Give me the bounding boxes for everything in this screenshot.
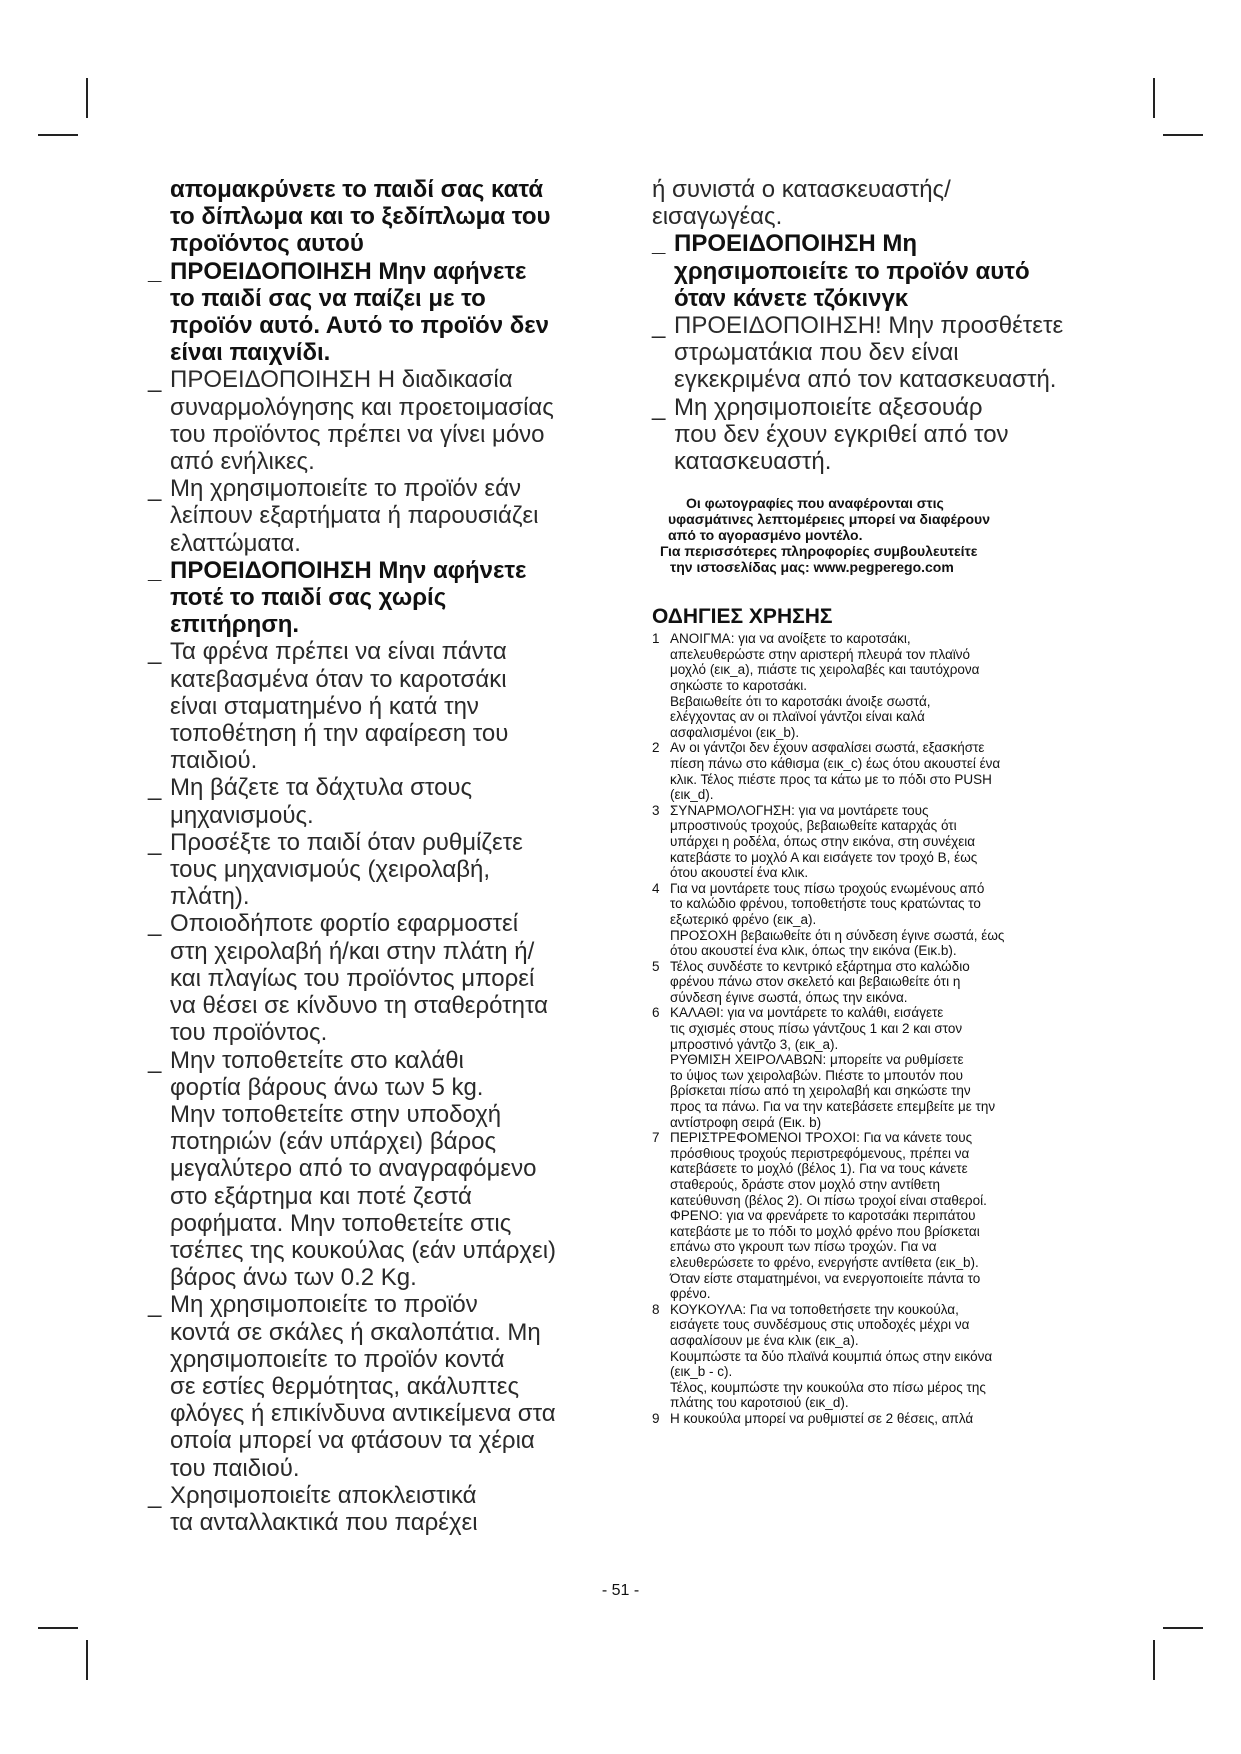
step-number: 1 xyxy=(652,631,660,647)
bullet-item xyxy=(652,312,1112,394)
text-line: να θέσει σε κίνδυνο τη σταθερότητα xyxy=(170,992,548,1020)
right-column xyxy=(652,176,1112,1427)
text-line: ότου ακουστεί ένα κλικ. xyxy=(670,865,809,881)
text-line: κατεβάστε το μοχλό Α και εισάγετε τον τροχό Β, έως xyxy=(670,849,978,865)
text-line: βρίσκεται πίσω από τη χειρολαβή και σηκώστε την xyxy=(670,1083,971,1099)
text-line: ΠΡΟΣΟΧΗ βεβαιωθείτε ότι η σύνδεση έγινε σωστά, έως xyxy=(670,927,1005,943)
bullet-item xyxy=(148,829,603,911)
instruction-step xyxy=(652,803,1112,881)
bullet-dash: _ xyxy=(148,828,162,856)
text-line: ΚΑΛΑΘΙ: για να μοντάρετε το καλάθι, εισάγετε xyxy=(670,1005,944,1021)
text-line: Χρησιμοποιείτε αποκλειστικά xyxy=(170,1481,477,1509)
text-line: παιδιού. xyxy=(170,747,258,775)
bullet-dash: _ xyxy=(148,1291,162,1319)
instruction-step xyxy=(652,881,1112,959)
text-line: μπροστινούς τροχούς, βεβαιωθείτε καταρχάς ότι xyxy=(670,818,957,834)
text-line: ΠΡΟΕΙΔΟΠΟΙΗΣΗ Η διαδικασία xyxy=(170,366,513,394)
photo-notice xyxy=(652,495,1112,575)
text-line: (εικ_b - c). xyxy=(670,1364,733,1380)
text-line: τοποθέτηση ή την αφαίρεση του xyxy=(170,720,509,748)
text-line: Όταν είστε σταματημένοι, να ενεργοποιείτε πάντα το xyxy=(670,1270,981,1286)
text-line: προϊόντος αυτού xyxy=(170,230,364,258)
text-line: ότου ακουστεί ένα κλικ, όπως την εικόνα (Εικ.b). xyxy=(670,943,957,959)
text-line: συναρμολόγησης και προετοιμασίας xyxy=(170,393,554,421)
text-line: είναι παιχνίδι. xyxy=(170,339,331,367)
bullet-dash: _ xyxy=(148,556,162,584)
text-line: Προσέξτε το παιδί όταν ρυθμίζετε xyxy=(170,828,523,856)
instructions-list xyxy=(652,631,1112,1426)
text-line: βάρος άνω των 0.2 Kg. xyxy=(170,1264,417,1292)
text-line: λείπουν εξαρτήματα ή παρουσιάζει xyxy=(170,502,539,530)
text-line: (εικ_d). xyxy=(670,787,714,803)
step-number: 6 xyxy=(652,1005,660,1021)
text-line: Μην τοποθετείτε στο καλάθι xyxy=(170,1046,464,1074)
text-line: προς τα πάνω. Για να την κατεβάσετε επεμβείτε με την xyxy=(670,1099,996,1115)
bullet-dash: _ xyxy=(148,366,162,394)
crop-mark-bottom-right-h xyxy=(1163,1627,1203,1629)
bullet-item xyxy=(148,1291,603,1481)
text-line: ΣΥΝΑΡΜΟΛΟΓΗΣΗ: για να μοντάρετε τους xyxy=(670,802,929,818)
text-line: μεγαλύτερο από το αναγραφόμενο xyxy=(170,1155,537,1183)
text-line: φρένου πάνω στον σκελετό και βεβαιωθείτε ότι η xyxy=(670,974,961,990)
text-line: Μην τοποθετείτε στην υποδοχή xyxy=(170,1100,502,1128)
text-line: που δεν έχουν εγκριθεί από τον xyxy=(674,420,1009,448)
text-line: κατεβασμένα όταν το καροτσάκι xyxy=(170,665,507,693)
text-line: πρόσθιους τροχούς περιστρεφόμενους, πρέπει να xyxy=(670,1145,970,1161)
text-line: Βεβαιωθείτε ότι το καροτσάκι άνοιξε σωστά, xyxy=(670,693,931,709)
text-line: εισάγετε τους συνδέσμους στις υποδοχές μέχρι να xyxy=(670,1317,970,1333)
text-line: από ενήλικες. xyxy=(170,448,315,476)
text-line: όταν κάνετε τζόκινγκ xyxy=(674,284,909,312)
bullet-item xyxy=(148,910,603,1046)
text-line: στο εξάρτημα και ποτέ ζεστά xyxy=(170,1182,472,1210)
text-line: του παιδιού. xyxy=(170,1454,300,1482)
text-line: από το αγορασμένο μοντέλο. xyxy=(668,527,863,544)
text-line: μηχανισμούς. xyxy=(170,801,314,829)
text-line: τους μηχανισμούς (χειρολαβή, xyxy=(170,856,491,884)
intro-paragraph xyxy=(148,176,603,258)
text-line: ΑΝΟΙΓΜΑ: για να ανοίξετε το καροτσάκι, xyxy=(670,631,911,647)
crop-mark-top-right-v xyxy=(1153,78,1155,118)
instruction-step xyxy=(652,740,1112,802)
instruction-step xyxy=(652,959,1112,1006)
text-line: οποία μπορεί να φτάσουν τα χέρια xyxy=(170,1427,535,1455)
text-line: ελευθερώσετε το φρένο, ενεργήστε αντίθετα (εικ_b). xyxy=(670,1254,979,1270)
crop-mark-bottom-left-v xyxy=(86,1640,88,1680)
text-line: Αν οι γάντζοι δεν έχουν ασφαλίσει σωστά, εξασκήστε xyxy=(670,740,985,756)
text-line: κατεβάστε με το πόδι το μοχλό φρένο που βρίσκεται xyxy=(670,1223,980,1239)
text-line: ασφαλίσουν με ένα κλικ (εικ_a). xyxy=(670,1332,859,1348)
text-line: επιτήρηση. xyxy=(170,611,300,639)
bullet-dash: _ xyxy=(652,393,666,421)
crop-mark-bottom-left-h xyxy=(38,1627,78,1629)
step-number: 2 xyxy=(652,740,660,756)
warning-item xyxy=(652,230,1112,312)
page-number: - 51 - xyxy=(601,1582,640,1599)
text-line: κοντά σε σκάλες ή σκαλοπάτια. Μη xyxy=(170,1318,541,1346)
bullet-item xyxy=(148,1482,603,1536)
bullet-dash: _ xyxy=(148,910,162,938)
text-line: το καλώδιο φρένου, τοποθετήστε τους κρατώντας το xyxy=(670,896,981,912)
text-line: εισαγωγέας. xyxy=(652,203,783,231)
text-line: κατασκευαστή. xyxy=(674,448,832,476)
bullet-dash: _ xyxy=(652,312,666,340)
instructions-title: ΟΔΗΓΙΕΣ ΧΡΗΣΗΣ xyxy=(652,605,833,629)
text-line: χρησιμοποιείτε το προϊόν αυτό xyxy=(674,257,1030,285)
text-line: φρένο. xyxy=(670,1286,711,1302)
text-line: σηκώστε το καροτσάκι. xyxy=(670,678,807,694)
instruction-step xyxy=(652,1130,1112,1302)
instruction-step xyxy=(652,631,1112,740)
text-line: Για να μοντάρετε τους πίσω τροχούς ενωμένους από xyxy=(670,880,985,896)
text-line: κατεύθυνση (βέλος 2). Οι πίσω τροχοί είναι σταθεροί. xyxy=(670,1192,987,1208)
text-line: του προϊόντος πρέπει να γίνει μόνο xyxy=(170,420,545,448)
text-line: Για περισσότερες πληροφορίες συμβουλευτείτε xyxy=(660,543,978,560)
bullet-dash: _ xyxy=(148,257,162,285)
step-number: 4 xyxy=(652,880,660,896)
text-line: ΠΡΟΕΙΔΟΠΟΙΗΣΗ! Μην προσθέτετε xyxy=(674,312,1064,340)
left-column xyxy=(148,176,603,1536)
text-line: Τέλος, κουμπώστε την κουκούλα στο πίσω μέρος της xyxy=(670,1379,986,1395)
text-line: ΡΥΘΜΙΣΗ ΧΕΙΡΟΛΑΒΩΝ: μπορείτε να ρυθμίσετε xyxy=(670,1052,964,1068)
bullet-dash: _ xyxy=(148,638,162,666)
text-line: εξωτερικό φρένο (εικ_a). xyxy=(670,911,817,927)
text-line: απελευθερώστε στην αριστερή πλευρά τον πλαϊνό xyxy=(670,646,971,662)
text-line: σε εστίες θερμότητας, ακάλυπτες xyxy=(170,1372,520,1400)
bullet-dash: _ xyxy=(652,230,666,258)
text-line: Μη βάζετε τα δάχτυλα στους xyxy=(170,774,473,802)
text-line: ΠΡΟΕΙΔΟΠΟΙΗΣΗ Μη xyxy=(674,230,918,258)
crop-mark-bottom-right-v xyxy=(1153,1640,1155,1680)
crop-mark-top-left-v xyxy=(86,78,88,118)
text-line: Μη χρησιμοποιείτε το προϊόν xyxy=(170,1291,478,1319)
text-line: ΚΟΥΚΟΥΛΑ: Για να τοποθετήσετε την κουκούλα, xyxy=(670,1301,959,1317)
text-line: Μη χρησιμοποιείτε το προϊόν εάν xyxy=(170,475,521,503)
text-line: το δίπλωμα και το ξεδίπλωμα του xyxy=(170,203,551,231)
text-line: μπροστινό γάντζο 3, (εικ_a). xyxy=(670,1036,839,1052)
text-line: το ύψος των χειρολαβών. Πιέστε το μπουτόν που xyxy=(670,1067,964,1083)
text-line: Μη χρησιμοποιείτε αξεσουάρ xyxy=(674,393,983,421)
text-line: ΠΡΟΕΙΔΟΠΟΙΗΣΗ Μην αφήνετε xyxy=(170,257,527,285)
crop-mark-top-left-h xyxy=(38,134,78,136)
text-line: στρωματάκια που δεν είναι xyxy=(674,339,959,367)
text-line: τσέπες της κουκούλας (εάν υπάρχει) xyxy=(170,1236,557,1264)
text-line: υπάρχει η ροδέλα, όπως στην εικόνα, στη συνέχεια xyxy=(670,833,976,849)
warning-item xyxy=(148,258,603,367)
text-line: τα ανταλλακτικά που παρέχει xyxy=(170,1508,478,1536)
text-line: ασφαλισμένοι (εικ_b). xyxy=(670,724,800,740)
text-line: και πλαγίως του προϊόντος μπορεί xyxy=(170,964,535,992)
text-line: ΠΡΟΕΙΔΟΠΟΙΗΣΗ Μην αφήνετε xyxy=(170,556,527,584)
text-line: Η κουκούλα μπορεί να ρυθμιστεί σε 2 θέσεις, απλά xyxy=(670,1410,974,1426)
text-line: μοχλό (εικ_a), πιάστε τις χειρολαβές και ταυτόχρονα xyxy=(670,662,980,678)
text-line: προϊόν αυτό. Αυτό το προϊόν δεν xyxy=(170,312,549,340)
text-line: ΠΕΡΙΣΤΡΕΦΟΜΕΝΟΙ ΤΡΟΧΟΙ: Για να κάνετε τους xyxy=(670,1130,973,1146)
text-line: κλικ. Τέλος πιέστε προς τα κάτω με το πόδι στο PUSH xyxy=(670,771,992,787)
bullet-item xyxy=(148,366,603,475)
text-line: ελαττώματα. xyxy=(170,529,301,557)
bullet-item xyxy=(652,394,1112,476)
text-line: Οποιοδήποτε φορτίο εφαρμοστεί xyxy=(170,910,519,938)
warning-item xyxy=(148,557,603,639)
text-line: χρησιμοποιείτε το προϊόν κοντά xyxy=(170,1345,505,1373)
text-line: το παιδί σας να παίζει με το xyxy=(170,284,486,312)
bullet-item xyxy=(148,774,603,828)
text-line: απομακρύνετε το παιδί σας κατά xyxy=(170,176,544,203)
step-number: 8 xyxy=(652,1301,660,1317)
bullet-item xyxy=(148,475,603,557)
instruction-step xyxy=(652,1302,1112,1411)
text-line: φλόγες ή επικίνδυνα αντικείμενα στα xyxy=(170,1400,556,1428)
text-line: ποτηριών (εάν υπάρχει) βάρος xyxy=(170,1128,497,1156)
instruction-step xyxy=(652,1411,1112,1427)
text-line: πλάτης του καροτσιού (εικ_d). xyxy=(670,1395,849,1411)
text-line: εγκεκριμένα από τον κατασκευαστή. xyxy=(674,366,1057,394)
bullet-item xyxy=(148,638,603,774)
text-line: φορτία βάρους άνω των 5 kg. xyxy=(170,1073,484,1101)
bullet-dash: _ xyxy=(148,475,162,503)
text-line: Οι φωτογραφίες που αναφέρονται στις xyxy=(686,495,944,512)
text-line: πίεση πάνω στο κάθισμα (εικ_c) έως ότου ακουστεί ένα xyxy=(670,755,1001,771)
text-line: Τα φρένα πρέπει να είναι πάντα xyxy=(170,638,507,666)
text-line: επάνω στο γκρουπ των πίσω τροχών. Για να xyxy=(670,1239,937,1255)
text-line: Τέλος συνδέστε το κεντρικό εξάρτημα στο καλώδιο xyxy=(670,958,970,974)
text-line: υφασμάτινες λεπτομέρειες μπορεί να διαφέρουν xyxy=(668,511,990,528)
step-number: 7 xyxy=(652,1130,660,1146)
text-line: του προϊόντος. xyxy=(170,1019,328,1047)
text-line: σύνδεση έγινε σωστά, όπως την εικόνα. xyxy=(670,989,908,1005)
bullet-item xyxy=(148,1047,603,1292)
bullet-dash: _ xyxy=(148,1481,162,1509)
intro-paragraph xyxy=(652,176,1112,230)
bullet-dash: _ xyxy=(148,774,162,802)
text-line: ΦΡΕΝΟ: για να φρενάρετε το καροτσάκι περιπάτου xyxy=(670,1208,976,1224)
text-line: ελέγχοντας αν οι πλαϊνοί γάντζοι είναι καλά xyxy=(670,709,925,725)
text-line: σταθερούς, δράστε στον μοχλό στην αντίθετη xyxy=(670,1177,941,1193)
text-line: στη χειρολαβή ή/και στην πλάτη ή/ xyxy=(170,937,535,965)
text-line: την ιστοσελίδας μας: www.pegperego.com xyxy=(670,559,954,576)
crop-mark-top-right-h xyxy=(1163,134,1203,136)
text-line: ποτέ το παιδί σας χωρίς xyxy=(170,584,447,612)
text-line: ροφήματα. Μην τοποθετείτε στις xyxy=(170,1209,512,1237)
step-number: 3 xyxy=(652,802,660,818)
text-line: πλάτη). xyxy=(170,883,250,911)
text-line: Κουμπώστε τα δύο πλαϊνά κουμπιά όπως στην εικόνα xyxy=(670,1348,993,1364)
text-line: αντίστροφη σειρά (Εικ. b) xyxy=(670,1114,822,1130)
text-line: είναι σταματημένο ή κατά την xyxy=(170,692,479,720)
step-number: 5 xyxy=(652,958,660,974)
bullet-dash: _ xyxy=(148,1046,162,1074)
step-number: 9 xyxy=(652,1410,660,1426)
text-line: κατεβάσετε το μοχλό (βέλος 1). Για να τους κάνετε xyxy=(670,1161,968,1177)
text-line: τις σχισμές στους πίσω γάντζους 1 και 2 και στον xyxy=(670,1021,963,1037)
text-line: ή συνιστά ο κατασκευαστής/ xyxy=(652,176,951,203)
instruction-step xyxy=(652,1005,1112,1130)
